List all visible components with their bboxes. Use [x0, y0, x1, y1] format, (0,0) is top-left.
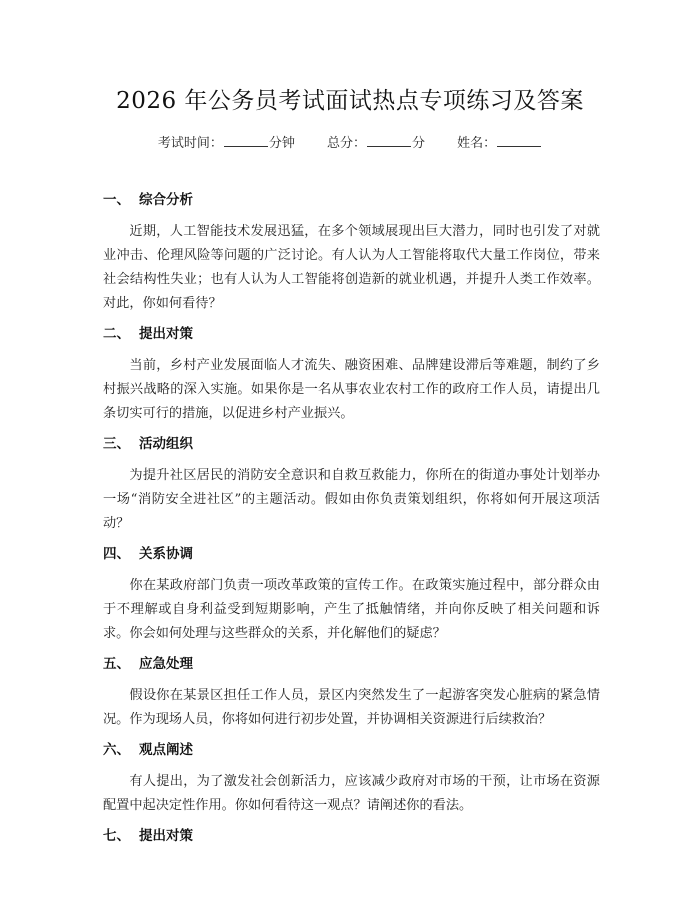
question-text: 假设你在某景区担任工作人员，景区内突然发生了一起游客突发心脏病的紧急情况。作为现场人员，你将如何进行初步处置，并协调相关资源进行后续救治？	[103, 688, 600, 727]
name-field	[457, 136, 542, 151]
section-heading	[103, 326, 600, 342]
section-title: 提出对策	[139, 828, 193, 844]
question-section-4	[103, 546, 600, 646]
name-blank	[497, 134, 541, 147]
section-heading	[103, 192, 600, 208]
exam-time-label: 考试时间：	[157, 136, 223, 151]
section-heading	[103, 436, 600, 452]
question-section-5	[103, 656, 600, 732]
section-number: 五、	[103, 656, 130, 672]
question-text: 有人提出，为了激发社会创新活力，应该减少政府对市场的干预，让市场在资源配置中起决定性作用。你如何看待这一观点？请阐述你的看法。	[103, 774, 600, 813]
section-number: 七、	[103, 828, 130, 844]
question-section-6	[103, 742, 600, 818]
question-section-2	[103, 326, 600, 426]
section-heading	[103, 656, 600, 672]
section-title: 观点阐述	[139, 742, 193, 758]
section-heading	[103, 742, 600, 758]
exam-info-line	[0, 132, 700, 151]
section-title: 应急处理	[139, 656, 193, 672]
document-title: 2026 年公务员考试面试热点专项练习及答案	[116, 88, 584, 114]
question-section-1	[103, 192, 600, 316]
exam-time-unit: 分钟	[268, 136, 295, 151]
section-number: 四、	[103, 546, 130, 562]
section-title: 综合分析	[139, 192, 193, 208]
question-text: 近期，人工智能技术发展迅猛，在多个领域展现出巨大潜力，同时也引发了对就业冲击、伦理风险等问题的广泛讨论。有人认为人工智能将取代大量工作岗位，带来社会结构性失业；也有人认为人工智能将创造新的就业机遇，并提升人类工作效率。对此，你如何看待？	[103, 224, 600, 311]
name-label: 姓名：	[457, 136, 497, 151]
section-title: 关系协调	[139, 546, 193, 562]
section-heading	[103, 546, 600, 562]
question-section-3	[103, 436, 600, 536]
total-score-blank	[367, 134, 411, 147]
question-text: 你在某政府部门负责一项改革政策的宣传工作。在政策实施过程中，部分群众由于不理解或自身利益受到短期影响，产生了抵触情绪，并向你反映了相关问题和诉求。你会如何处理与这些群众的关系，并化解他们的疑虑？	[103, 578, 600, 641]
question-section-7	[103, 828, 600, 844]
section-number: 一、	[103, 192, 130, 208]
exam-time-blank	[224, 134, 268, 147]
total-score-field	[327, 136, 425, 151]
total-score-label: 总分：	[326, 136, 366, 151]
exam-time-field	[158, 136, 295, 151]
question-list	[103, 192, 600, 856]
section-number: 六、	[103, 742, 130, 758]
section-number: 三、	[103, 436, 130, 452]
section-title: 提出对策	[139, 326, 193, 342]
question-text: 为提升社区居民的消防安全意识和自救互救能力，你所在的街道办事处计划举办一场“消防安全进社区”的主题活动。假如由你负责策划组织，你将如何开展这项活动？	[103, 468, 600, 531]
section-heading	[103, 828, 600, 844]
section-title: 活动组织	[139, 436, 193, 452]
question-text: 当前，乡村产业发展面临人才流失、融资困难、品牌建设滞后等难题，制约了乡村振兴战略的深入实施。如果你是一名从事农业农村工作的政府工作人员，请提出几条切实可行的措施，以促进乡村产业振兴。	[103, 358, 600, 421]
section-number: 二、	[103, 326, 130, 342]
total-score-unit: 分	[412, 136, 426, 151]
